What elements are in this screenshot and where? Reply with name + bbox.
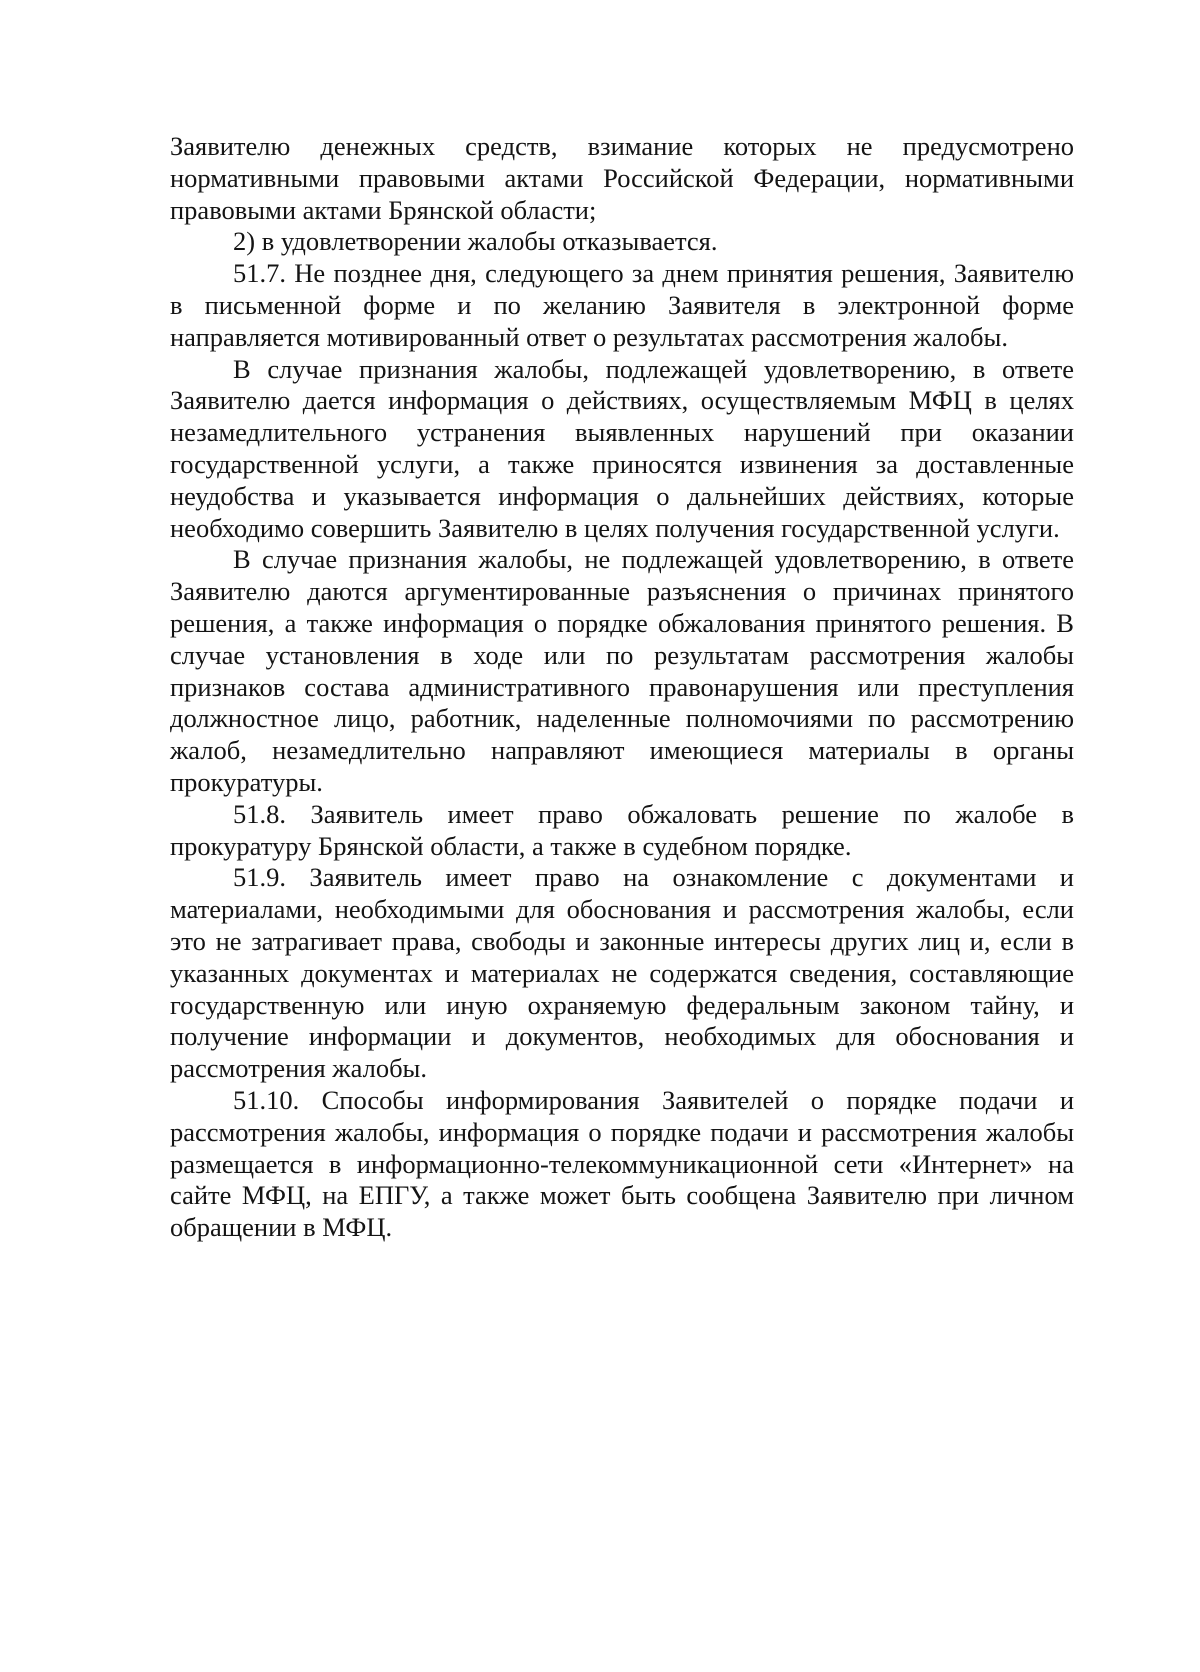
paragraph-refusal-item: 2) в удовлетворении жалобы отказывается.: [233, 226, 718, 257]
paragraph-51-9: 51.9. Заявитель имеет право на ознакомление с документами и материалами, необходимыми для обоснования и рассмотрения жалобы, если это не затрагивает права, свободы и законные интересы других лиц и, если в указанных документах и материалах не содержатся сведения, составляющие государственную или иную охраняемую федеральным законом тайну, и получение информации и документов, необходимых для обоснования и рассмотрения жалобы.: [170, 862, 1074, 1084]
paragraph-51-10: 51.10. Способы информирования Заявителей о порядке подачи и рассмотрения жалобы, информация о порядке подачи и рассмотрения жалобы размещается в информационно-телекоммуникационной сети «Интернет» на сайте МФЦ, на ЕПГУ, а также может быть сообщена Заявителю при личном обращении в МФЦ.: [170, 1084, 1074, 1243]
paragraph-continuation: Заявителю денежных средств, взимание которых не предусмотрено нормативными правовыми актами Российской Федерации, нормативными правовыми актами Брянской области;: [170, 131, 1074, 225]
paragraph-complaint-rejected: В случае признания жалобы, не подлежащей удовлетворению, в ответе Заявителю даются аргументированные разъяснения о причинах принятого решения, а также информация о порядке обжалования принятого решения. В случае установления в ходе или по результатам рассмотрения жалобы признаков состава административного правонарушения или преступления должностное лицо, работник, наделенные полномочиями по рассмотрению жалоб, незамедлительно направляют имеющиеся материалы в органы прокуратуры.: [170, 544, 1074, 797]
paragraph-complaint-satisfied: В случае признания жалобы, подлежащей удовлетворению, в ответе Заявителю дается информация о действиях, осуществляемым МФЦ в целях незамедлительного устранения выявленных нарушений при оказании государственной услуги, а также приносятся извинения за доставленные неудобства и указывается информация о дальнейших действиях, которые необходимо совершить Заявителю в целях получения государственной услуги.: [170, 353, 1074, 543]
paragraph-51-7: 51.7. Не позднее дня, следующего за днем принятия решения, Заявителю в письменной форме и по желанию Заявителя в электронной форме направляется мотивированный ответ о результатах рассмотрения жалобы.: [170, 258, 1074, 352]
paragraph-51-8: 51.8. Заявитель имеет право обжаловать решение по жалобе в прокуратуру Брянской области, а также в судебном порядке.: [170, 798, 1074, 861]
document-body: [170, 131, 1074, 1244]
